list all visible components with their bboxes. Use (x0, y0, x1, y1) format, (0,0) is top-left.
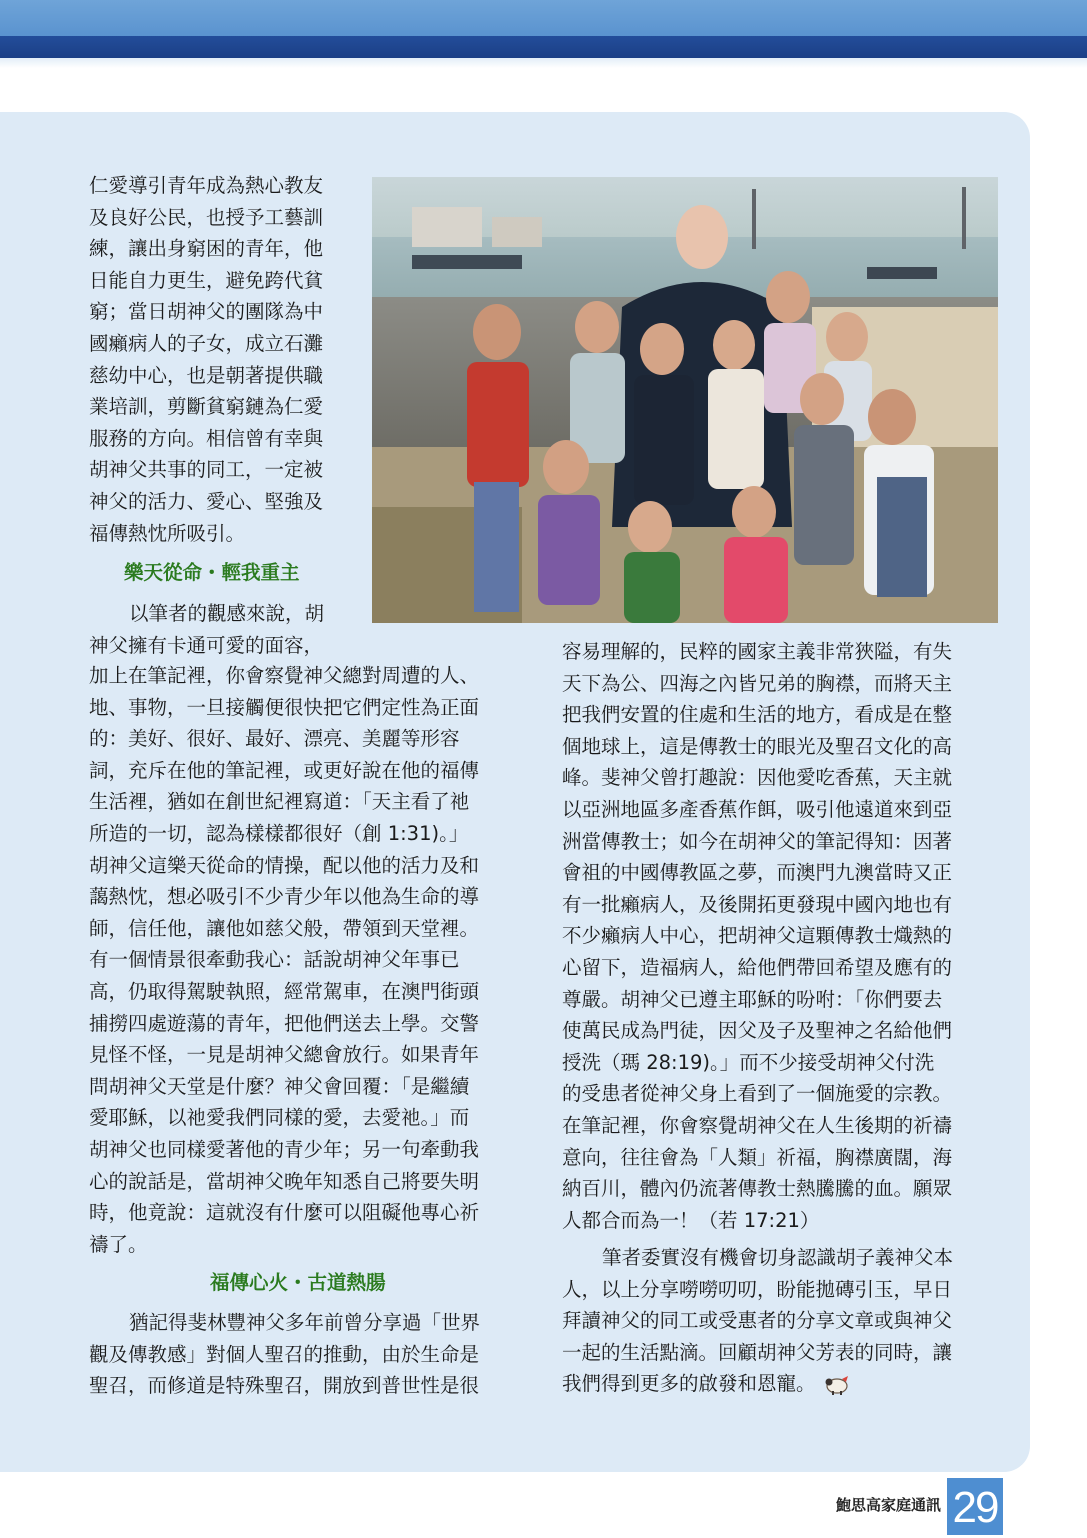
text-line: 國癩病人的子女，成立石灘 (89, 331, 324, 355)
right-column (562, 636, 952, 1236)
text-line: 高，仍取得駕駛執照，經常駕車，在澳門街頭 (89, 979, 480, 1003)
text-line: 授洗（瑪 28:19)。」而不少接受胡神父付洗 (562, 1050, 935, 1074)
section-heading-2: 福傳心火・古道熱腸 (210, 1271, 386, 1294)
text-line: 峰。斐神父曾打趣說：因他愛吃香蕉，天主就 (562, 766, 953, 790)
group-photo (372, 177, 998, 623)
section-1-intro (89, 598, 324, 661)
text-line: 及良好公民，也授予工藝訓 (89, 205, 324, 229)
text-line: 胡神父也同樣愛著他的青少年；另一句牽動我 (89, 1137, 480, 1161)
text-line: 捕撈四處遊蕩的青年，把他們送去上學。交警 (89, 1011, 480, 1035)
text-line: 不少癩病人中心，把胡神父這顆傳教士熾熱的 (562, 924, 953, 948)
text-line: 在筆記裡，你會察覺胡神父在人生後期的祈禱 (562, 1113, 953, 1137)
text-line: 禱了。 (89, 1232, 148, 1256)
text-line: 觀及傳教感」對個人聖召的推動，由於生命是 (89, 1342, 480, 1366)
text-line: 猶記得斐林豐神父多年前曾分享過「世界 (129, 1311, 481, 1334)
text-line: 拜讀神父的同工或受惠者的分享文章或與神父 (562, 1309, 953, 1333)
text-line: 仁愛導引青年成為熱心教友 (89, 174, 324, 197)
text-line: 的受患者從神父身上看到了一個施愛的宗教。 (562, 1082, 953, 1106)
text-line: 神父擁有卡通可愛的面容， (89, 633, 324, 657)
text-line: 問胡神父天堂是什麼？神父會回覆：「是繼續 (89, 1074, 470, 1098)
closing-last-line (562, 1368, 953, 1400)
text-line: 使萬民成為門徒，因父及子及聖神之名給他們 (562, 1019, 953, 1043)
text-line: 尊嚴。胡神父已遵主耶穌的吩咐：「你們要去 (562, 987, 943, 1011)
text-line: 神父的活力、愛心、堅強及 (89, 489, 324, 513)
text-line: 胡神父共事的同工，一定被 (89, 458, 324, 482)
text-line: 有一批癩病人，及後開拓更發現中國內地也有 (562, 892, 953, 916)
text-line: 胡神父這樂天從命的情操，配以他的活力及和 (89, 853, 480, 877)
text-line: 天下為公、四海之內皆兄弟的胸襟，而將天主 (562, 671, 953, 695)
text-line: 愛耶穌，以祂愛我們同樣的愛，去愛祂。」而 (89, 1106, 470, 1130)
text-line: 筆者委實沒有機會切身認識胡子義神父本 (602, 1246, 954, 1269)
text-line: 詞，充斥在他的筆記裡，或更好說在他的福傳 (89, 758, 480, 782)
text-line: 窮；當日胡神父的團隊為中 (89, 300, 324, 324)
section-heading-1: 樂天從命・輕我重主 (124, 561, 300, 584)
left-column (89, 660, 479, 1260)
text-line: 的：美好、很好、最好、漂亮、美麗等形容 (89, 727, 460, 751)
text-line: 所造的一切，認為樣樣都很好（創 1:31)。」 (89, 821, 469, 845)
text-line: 服務的方向。相信曾有幸與 (89, 426, 324, 450)
page-number: 29 (947, 1478, 1003, 1535)
text-line: 地、事物，一旦接觸便很快把它們定性為正面 (89, 695, 480, 719)
text-line: 洲當傳教士；如今在胡神父的筆記得知：因著 (562, 829, 953, 853)
text-line: 我們得到更多的啟發和恩寵。 (562, 1372, 816, 1396)
text-line: 納百川，體內仍流著傳教士熱騰騰的血。願眾 (562, 1177, 953, 1201)
text-line: 練，讓出身窮困的青年，他 (89, 237, 324, 261)
text-line: 一起的生活點滴。回顧胡神父芳表的同時，讓 (562, 1340, 953, 1364)
header-band-top (0, 0, 1087, 36)
text-line: 慈幼中心，也是朝著提供職 (89, 363, 324, 387)
top-paragraph (89, 170, 323, 549)
text-line: 以亞洲地區多產香蕉作餌，吸引他遠道來到亞 (562, 797, 953, 821)
text-line: 會祖的中國傳教區之夢，而澳門九澳當時又正 (562, 861, 953, 885)
text-line: 人都合而為一！（若 17:21） (562, 1208, 820, 1232)
text-line: 生活裡，猶如在創世紀裡寫道：「天主看了祂 (89, 790, 470, 814)
text-line: 藹熱忱，想必吸引不少青少年以他為生命的導 (89, 885, 480, 909)
text-line: 見怪不怪，一見是胡神父總會放行。如果青年 (89, 1043, 480, 1067)
closing-paragraph (562, 1242, 953, 1400)
header-band-dark (0, 36, 1087, 58)
text-line: 聖召，而修道是特殊聖召，開放到普世性是很 (89, 1374, 480, 1398)
text-line: 心的說話是，當胡神父晚年知悉自己將要失明 (89, 1169, 480, 1193)
text-line: 個地球上，這是傳教士的眼光及聖召文化的高 (562, 734, 953, 758)
text-line: 業培訓，剪斷貧窮鏈為仁愛 (89, 395, 324, 419)
text-line: 人，以上分享嘮嘮叨叨，盼能拋磚引玉，早日 (562, 1277, 953, 1301)
text-line: 以筆者的觀感來說，胡 (129, 602, 325, 625)
text-line: 加上在筆記裡，你會察覺神父總對周遭的人、 (89, 664, 480, 687)
text-line: 把我們安置的住處和生活的地方，看成是在整 (562, 703, 953, 727)
section-2-paragraph (89, 1307, 480, 1402)
text-line: 心留下，造福病人，給他們帶回希望及應有的 (562, 955, 953, 979)
text-line: 師，信任他，讓他如慈父般，帶領到天堂裡。 (89, 916, 480, 940)
text-line: 有一個情景很牽動我心：話說胡神父年事已 (89, 948, 460, 972)
header-band-light (0, 58, 1087, 68)
text-line: 意向，往往會為「人類」祈福，胸襟廣闊，海 (562, 1145, 953, 1169)
sheep-end-mark-icon (824, 1374, 850, 1396)
text-line: 福傳熱忱所吸引。 (89, 521, 246, 545)
publication-title: 鮑思高家庭通訊 (836, 1496, 942, 1514)
text-line: 時，他竟說：這就沒有什麼可以阻礙他專心祈 (89, 1201, 480, 1225)
text-line: 日能自力更生，避免跨代貧 (89, 268, 324, 292)
text-line: 容易理解的，民粹的國家主義非常狹隘，有失 (562, 640, 953, 663)
